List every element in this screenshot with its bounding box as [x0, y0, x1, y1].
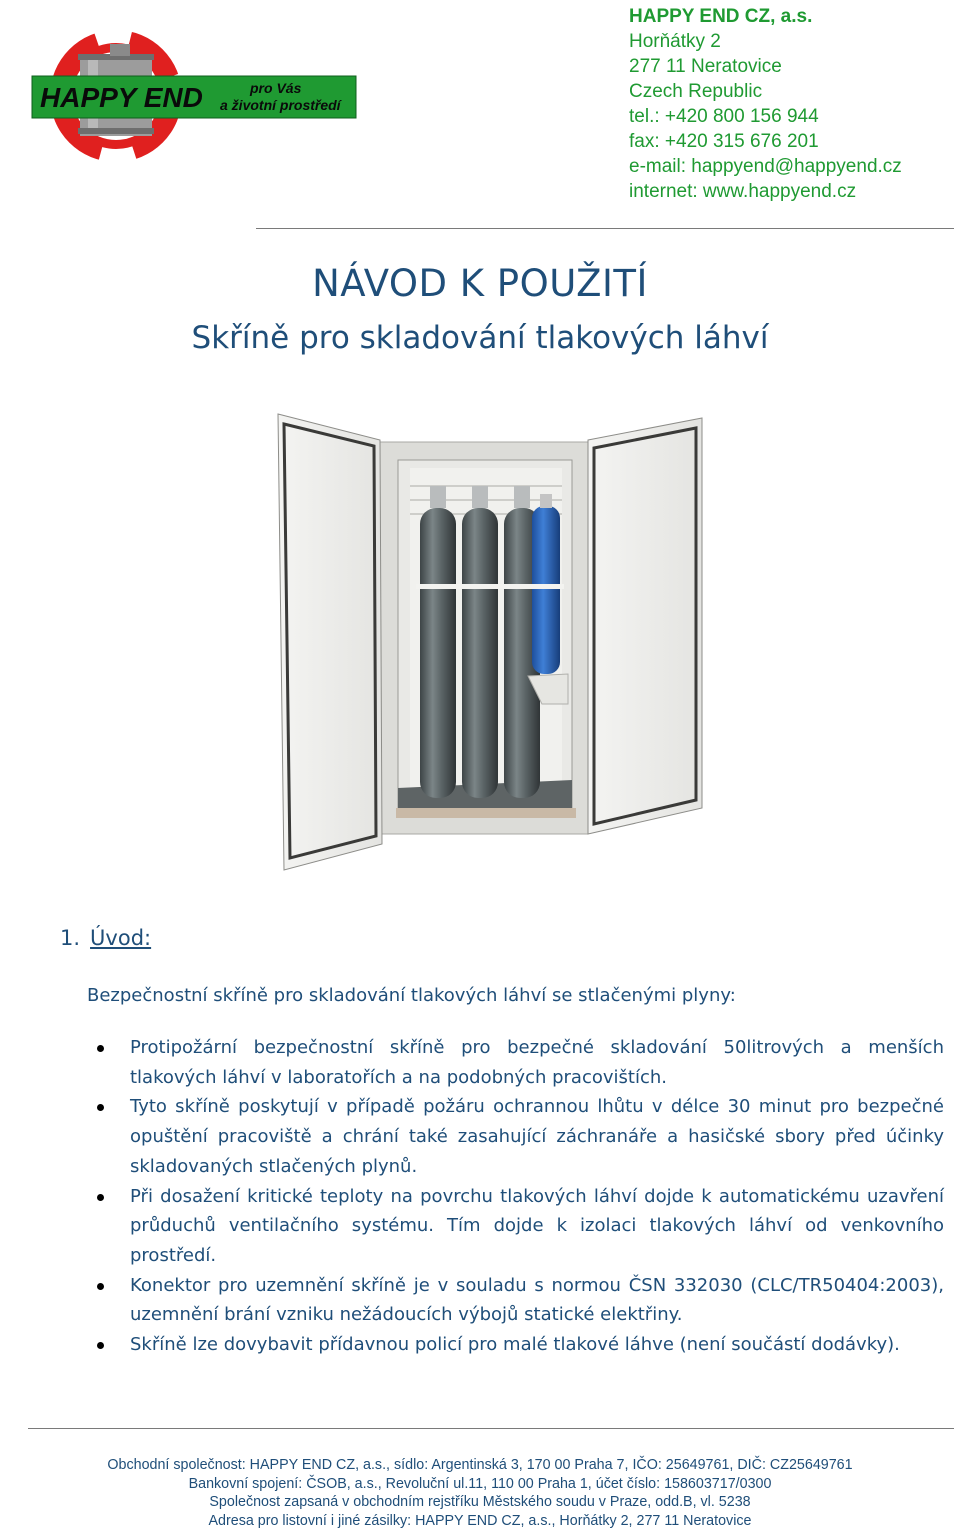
cabinet-photo	[270, 408, 710, 876]
list-item: Tyto skříně poskytují v případě požáru ochrannou lhůtu v délce 30 minut pro bezpečné opuštění pracoviště a chrání také zasahující záchranáře a hasičské sbory před účinky skladovaných stlačených plynů.	[130, 1092, 944, 1181]
contact-company: HAPPY END CZ, a.s.	[629, 6, 813, 27]
section-number: 1.	[60, 926, 81, 950]
contact-block	[629, 4, 902, 204]
contact-fax: fax: +420 315 676 201	[629, 131, 819, 152]
list-item: Skříně lze dovybavit přídavnou policí pro malé tlakové láhve (není součástí dodávky).	[130, 1330, 944, 1360]
footer-line-4: Adresa pro listovní i jiné zásilky: HAPPY END CZ, a.s., Horňátky 2, 277 11 Neratovice	[208, 1512, 752, 1529]
footer-divider	[28, 1428, 954, 1429]
footer-line-3: Společnost zapsaná v obchodním rejstříku Městského soudu v Praze, odd.B, vl. 5238	[209, 1494, 751, 1510]
contact-email[interactable]: e-mail: happyend@happyend.cz	[629, 156, 902, 177]
contact-country: Czech Republic	[629, 81, 763, 102]
header-divider	[256, 228, 954, 229]
logo-tagline-1: pro Vás	[250, 80, 302, 96]
footer-line-2: Bankovní spojení: ČSOB, a.s., Revoluční ul.11, 110 00 Praha 1, účet číslo: 158603717/0300	[188, 1475, 772, 1492]
footer-line-1: Obchodní společnost: HAPPY END CZ, a.s., sídlo: Argentinská 3, 170 00 Praha 7, IČO: 25649761, DIČ: CZ25649761	[107, 1457, 853, 1473]
list-item: Konektor pro uzemnění skříně je v souladu s normou ČSN 332030 (CLC/TR50404:2003), uzemnění brání vzniku nežádoucích výbojů statické elektřiny.	[130, 1271, 944, 1330]
document-subtitle: Skříně pro skladování tlakových láhví	[191, 320, 769, 356]
contact-web[interactable]: internet: www.happyend.cz	[629, 181, 857, 202]
contact-city: 277 11 Neratovice	[629, 56, 782, 77]
contact-street: Horňátky 2	[629, 31, 721, 52]
section-lead: Bezpečnostní skříně pro skladování tlakových láhví se stlačenými plyny:	[87, 985, 736, 1006]
section-heading	[60, 926, 151, 950]
happy-end-logo	[28, 24, 358, 169]
feature-list	[130, 1033, 944, 1360]
document-title: NÁVOD K POUŽITÍ	[312, 262, 648, 305]
list-item: Protipožární bezpečnostní skříně pro bezpečné skladování 50litrových a menších tlakových láhví v laboratořích a na podobných pracovištích.	[130, 1033, 944, 1092]
logo-tagline-2: a životní prostředí	[220, 97, 341, 113]
section-label: Úvod:	[90, 926, 152, 950]
logo-brand: HAPPY END	[40, 82, 203, 113]
footer	[0, 1456, 960, 1530]
contact-tel: tel.: +420 800 156 944	[629, 106, 819, 127]
list-item: Při dosažení kritické teploty na povrchu tlakových láhví dojde k automatickému uzavření průduchů ventilačního systému. Tím dojde k izolaci tlakových láhví od venkovního prostředí.	[130, 1182, 944, 1271]
